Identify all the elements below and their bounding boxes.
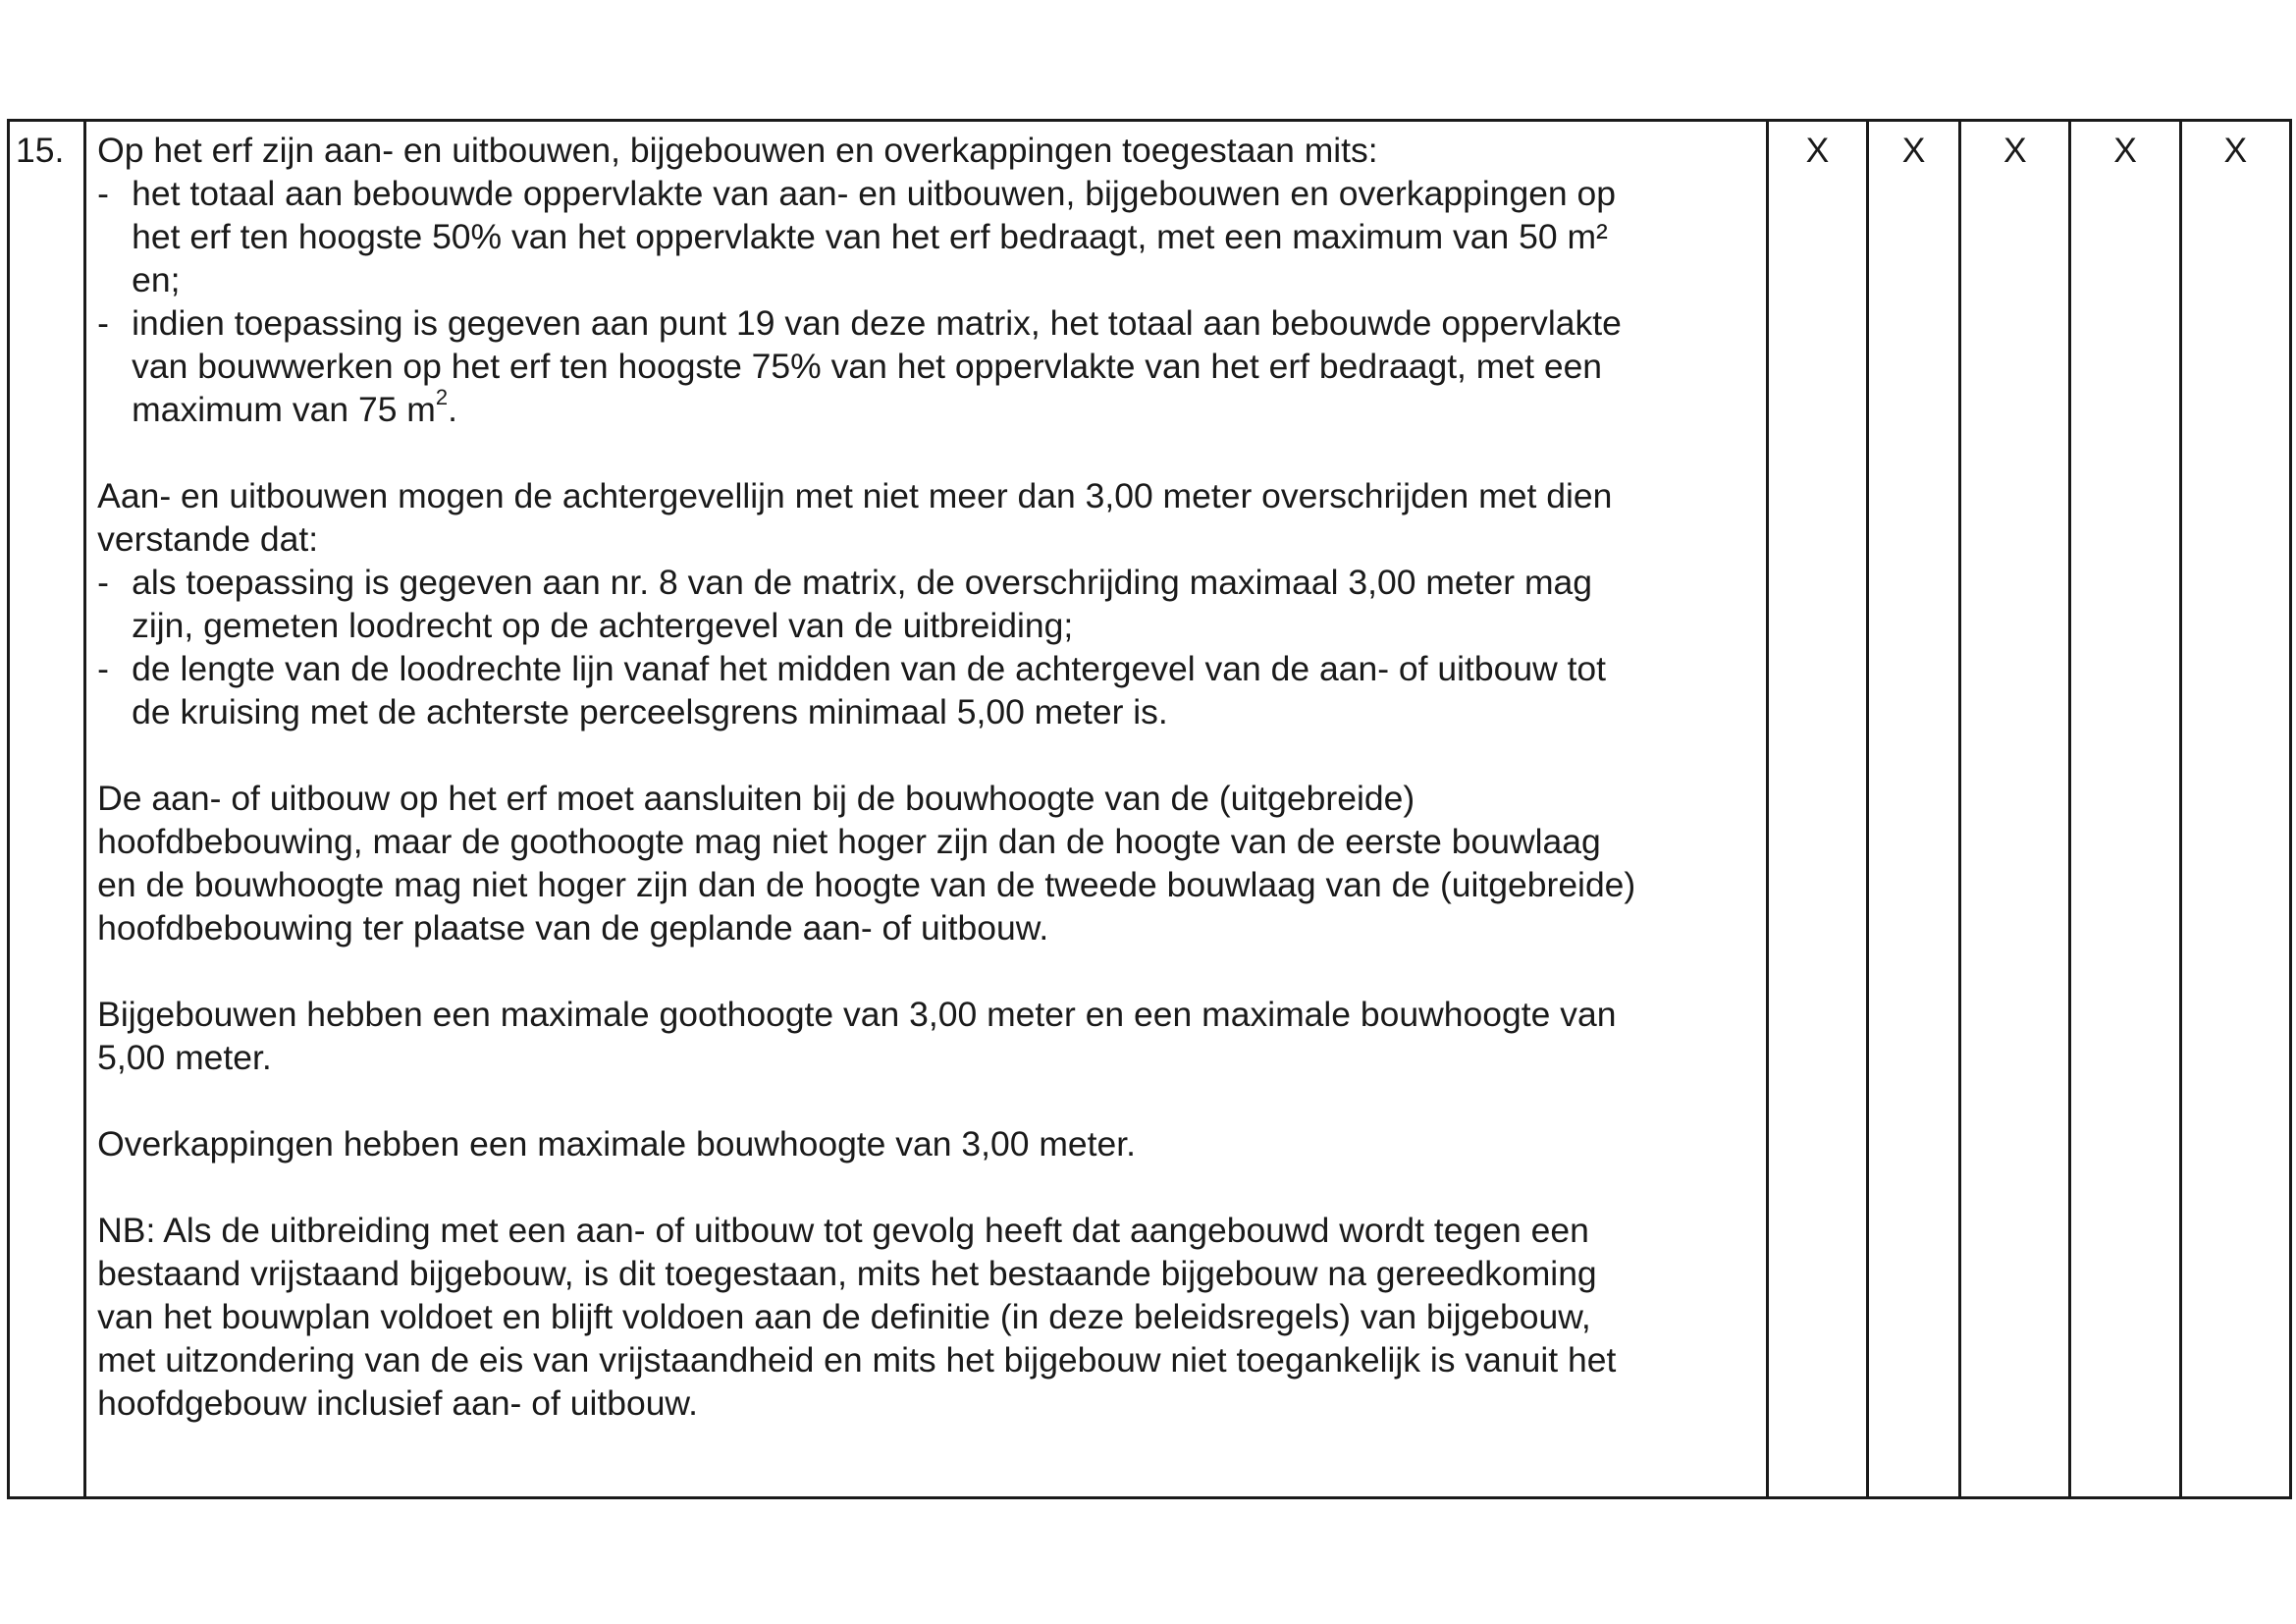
paragraph-line: Overkappingen hebben een maximale bouwhoogte van 3,00 meter. — [97, 1124, 1136, 1164]
paragraph-line: bestaand vrijstaand bijgebouw, is dit toegestaan, mits het bestaande bijgebouw na gereedkoming — [97, 1254, 1597, 1293]
row-number: 15. — [9, 121, 85, 1498]
bullet-line-last — [132, 385, 1750, 431]
mark-cell-2: X — [1868, 121, 1960, 1498]
maximum-text: maximum van 75 m — [132, 390, 436, 429]
bullet-line: zijn, gemeten loodrecht op de achtergevel van de uitbreiding; — [132, 606, 1074, 645]
list-item — [97, 172, 1750, 301]
paragraph-line: Aan- en uitbouwen mogen de achtergevellijn met niet meer dan 3,00 meter overschrijden met dien — [97, 476, 1613, 515]
bullet-line: de lengte van de loodrechte lijn vanaf het midden van de achtergevel van de aan- of uitbouw tot — [132, 649, 1607, 688]
list-item — [97, 301, 1750, 431]
matrix-table — [7, 119, 2292, 1499]
bullet-dash: - — [97, 563, 109, 602]
bullet-line: als toepassing is gegeven aan nr. 8 van de matrix, de overschrijding maximaal 3,00 meter mag — [132, 563, 1593, 602]
bullet-line: indien toepassing is gegeven aan punt 19 van deze matrix, het totaal aan bebouwde oppervlakte — [132, 303, 1622, 343]
paragraph-gap — [97, 431, 1750, 474]
table-row — [9, 121, 2291, 1498]
mark-cell-4: X — [2070, 121, 2180, 1498]
period: . — [448, 390, 458, 429]
intro-text: Op het erf zijn aan- en uitbouwen, bijgebouwen en overkappingen toegestaan mits: — [97, 131, 1378, 170]
mark-cell-1: X — [1767, 121, 1867, 1498]
mark-cell-3: X — [1960, 121, 2070, 1498]
paragraph-line: Bijgebouwen hebben een maximale goothoogte van 3,00 meter en een maximale bouwhoogte van — [97, 995, 1617, 1034]
paragraph-gap — [97, 949, 1750, 993]
bullet-dash: - — [97, 649, 109, 688]
paragraph-line: De aan- of uitbouw op het erf moet aansluiten bij de bouwhoogte van de (uitgebreide) — [97, 779, 1415, 818]
list-item — [97, 561, 1750, 647]
paragraph-line: verstande dat: — [97, 519, 319, 559]
paragraph-line: met uitzondering van de eis van vrijstaandheid en mits het bijgebouw niet toegankelijk is vanuit het — [97, 1340, 1617, 1380]
paragraph-line: 5,00 meter. — [97, 1038, 272, 1077]
paragraph-line: van het bouwplan voldoet en blijft voldoen aan de definitie (in deze beleidsregels) van bijgebouw, — [97, 1297, 1591, 1336]
mark-cell-5: X — [2180, 121, 2290, 1498]
bullet-line: de kruising met de achterste perceelsgrens minimaal 5,00 meter is. — [132, 692, 1168, 731]
bullet-line: het totaal aan bebouwde oppervlakte van aan- en uitbouwen, bijgebouwen en overkappingen op — [132, 174, 1617, 213]
paragraph-line: NB: Als de uitbreiding met een aan- of uitbouw tot gevolg heeft dat aangebouwd wordt tegen een — [97, 1211, 1589, 1250]
bullet-dash: - — [97, 174, 109, 213]
paragraph-line: hoofdbebouwing ter plaatse van de geplande aan- of uitbouw. — [97, 908, 1049, 947]
paragraph-gap — [97, 1079, 1750, 1122]
bullet-line: het erf ten hoogste 50% van het oppervlakte van het erf bedraagt, met een maximum van 50 m² — [132, 217, 1608, 256]
superscript-2: 2 — [435, 385, 449, 410]
paragraph-line: en de bouwhoogte mag niet hoger zijn dan de hoogte van de tweede bouwlaag van de (uitgebreide) — [97, 865, 1636, 904]
bullet-line: van bouwwerken op het erf ten hoogste 75% van het oppervlakte van het erf bedraagt, met een — [132, 347, 1603, 386]
paragraph-gap — [97, 1165, 1750, 1209]
paragraph-line: hoofdgebouw inclusief aan- of uitbouw. — [97, 1383, 698, 1423]
paragraph-line: hoofdbebouwing, maar de goothoogte mag niet hoger zijn dan de hoogte van de eerste bouwlaag — [97, 822, 1601, 861]
paragraph-gap — [97, 733, 1750, 777]
bullet-line: en; — [132, 260, 181, 299]
bullet-dash: - — [97, 303, 109, 343]
list-item — [97, 647, 1750, 733]
rule-text-cell — [85, 121, 1768, 1498]
